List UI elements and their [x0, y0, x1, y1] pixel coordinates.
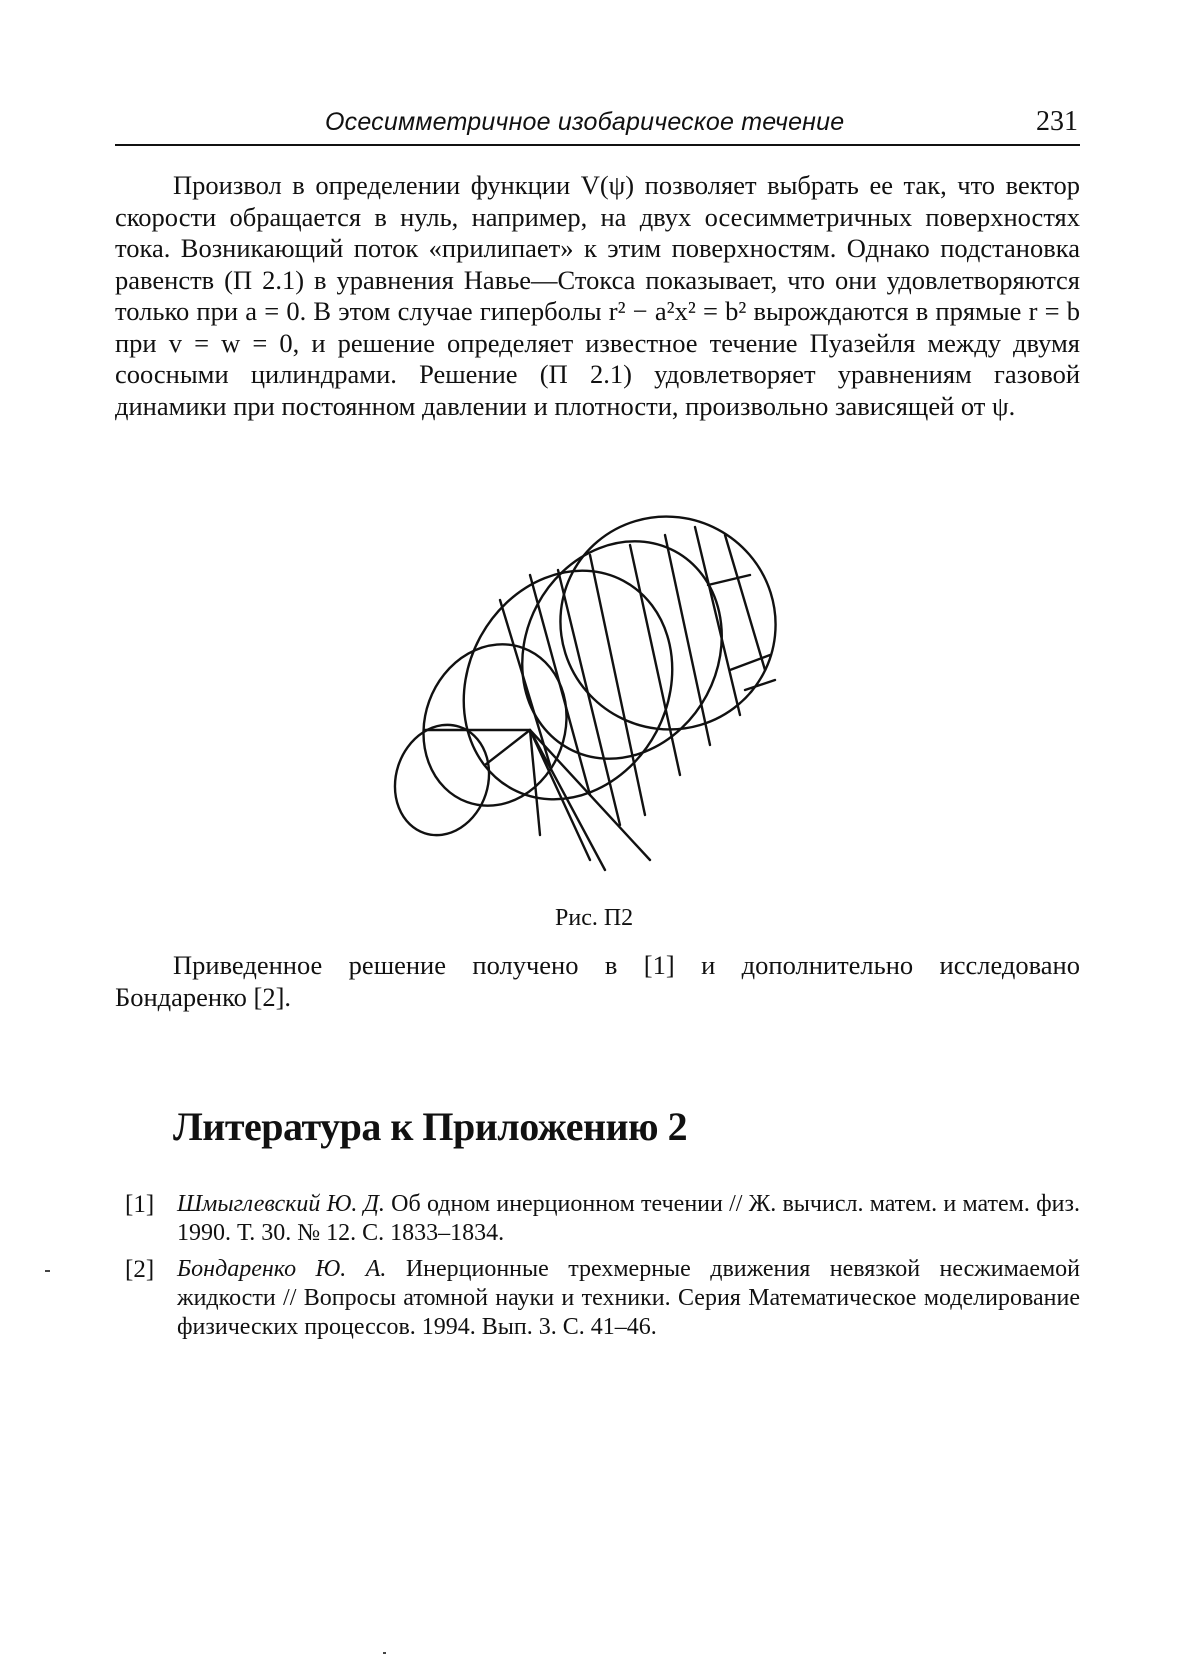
figure-caption: Рис. П2 [555, 905, 634, 931]
reference-text [177, 1190, 1080, 1248]
body-paragraph-2: Приведенное решение получено в [1] и дополнительно исследовано Бондаренко [2]. [115, 950, 1080, 1012]
scan-speck [383, 1652, 386, 1654]
section-title: Литература к Приложению 2 [173, 1104, 688, 1149]
reference-text [177, 1255, 1080, 1342]
scan-speck [45, 1270, 50, 1272]
running-header [115, 108, 1080, 146]
axisymmetric-stream-surfaces-drawing-icon [390, 515, 830, 880]
reference-number: [2] [125, 1256, 155, 1283]
reference-author: Шмыглевский Ю. Д. [177, 1191, 385, 1217]
reference-item [125, 1190, 1080, 1248]
figure-p2 [390, 515, 830, 880]
page-number: 231 [1036, 106, 1078, 137]
reference-body: Инерционные трехмерные движения невязкой несжимаемой жидкости // Вопросы атомной науки и техники. Серия Математическое моделирование физических процессов. 1994. Вып. 3. С. 41–46. [177, 1256, 1081, 1340]
reference-list [125, 1190, 1080, 1349]
reference-author: Бондаренко Ю. А. [177, 1256, 387, 1282]
running-title: Осесимметричное изобарическое течение [325, 108, 845, 136]
reference-number: [1] [125, 1191, 155, 1218]
reference-body: Об одном инерционном течении // Ж. вычисл. матем. и матем. физ. 1990. Т. 30. № 12. С. 1833–1834. [177, 1191, 1081, 1246]
body-paragraph-1: Произвол в определении функции V(ψ) позволяет выбрать ее так, что вектор скорости обращается в нуль, например, на двух осесимметричных поверхностях тока. Возникающий поток «прилипает» к этим поверхностям. Однако подстановка равенств (П 2.1) в уравнения Навье—Стокса показывает, что они удовлетворяются только при a = 0. В этом случае гиперболы r² − a²x² = b² вырождаются в прямые r = b при v = w = 0, и решение определяет известное течение Пуазейля между двумя соосными цилиндрами. Решение (П 2.1) удовлетворяет уравнениям газовой динамики при постоянном давлении и плотности, произвольно зависящей от ψ. [115, 170, 1080, 421]
reference-item [125, 1255, 1080, 1342]
